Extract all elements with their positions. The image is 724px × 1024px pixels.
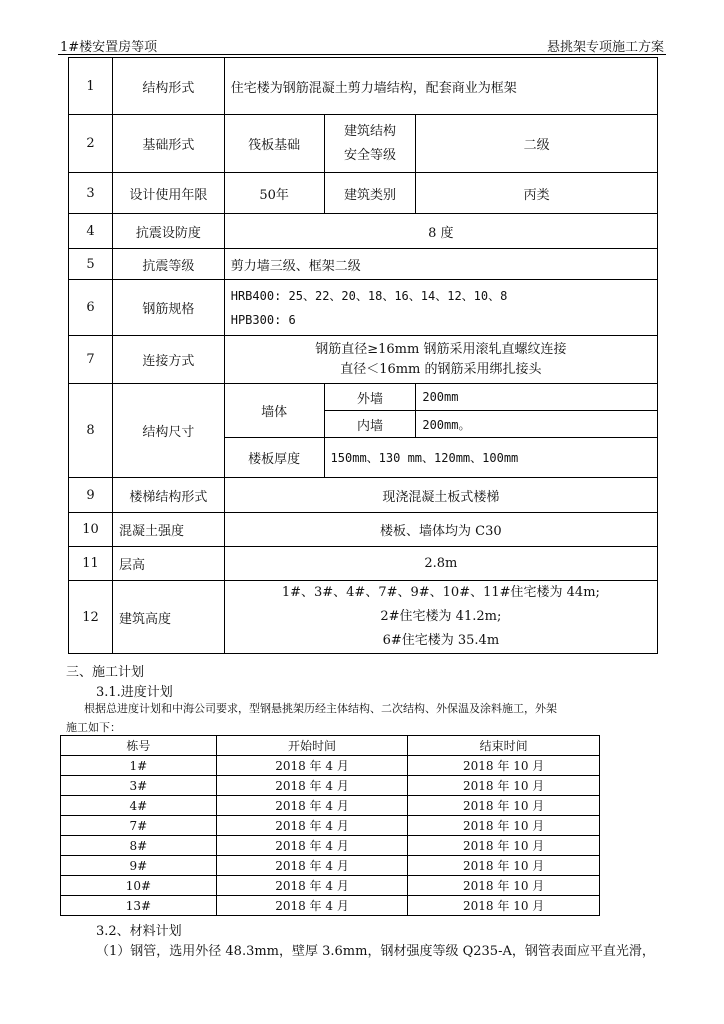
schedule-header-row [61, 736, 600, 756]
row-number: 6 [69, 280, 113, 336]
row-item: 层高 [112, 547, 224, 581]
end-date: 2018 年 10 月 [408, 756, 600, 776]
row-value [224, 581, 657, 654]
row-item: 基础形式 [112, 115, 224, 173]
row-value [224, 280, 657, 336]
section-3-1-title: 3.1.进度计划 [96, 685, 173, 700]
table-row [69, 214, 658, 249]
start-date: 2018 年 4 月 [216, 776, 408, 796]
building-number: 3# [61, 776, 217, 796]
outer-wall-value: 200mm [416, 384, 658, 411]
schedule-header-cell: 栋号 [61, 736, 217, 756]
schedule-intro-line1: 根据总进度计划和中海公司要求，型钢悬挑架历经主体结构、二次结构、外保温及涂料施工，外架 [84, 702, 557, 715]
header-project-name: 1#楼安置房等项 [60, 40, 158, 55]
table-row [61, 856, 600, 876]
table-row [61, 876, 600, 896]
rebar-spec-line: HPB300: 6 [230, 312, 296, 327]
inner-wall-value: 200mm。 [416, 411, 658, 438]
slab-label: 楼板厚度 [224, 438, 324, 478]
row-number: 10 [69, 513, 113, 547]
row-item: 混凝土强度 [112, 513, 224, 547]
end-date: 2018 年 10 月 [408, 816, 600, 836]
building-number: 1# [61, 756, 217, 776]
outer-wall-label: 外墙 [324, 384, 416, 411]
connection-line: 直径＜16mm 的钢筋采用绑扎接头 [340, 361, 542, 377]
table-row [69, 547, 658, 581]
table-row [61, 796, 600, 816]
table-row [61, 756, 600, 776]
row-value: 楼板、墙体均为 C30 [224, 513, 657, 547]
building-number: 13# [61, 896, 217, 916]
schedule-intro-line2: 施工如下： [66, 721, 121, 734]
building-number: 10# [61, 876, 217, 896]
table-row [61, 896, 600, 916]
end-date: 2018 年 10 月 [408, 836, 600, 856]
end-date: 2018 年 10 月 [408, 876, 600, 896]
table-row [69, 581, 658, 654]
page-header [58, 34, 666, 55]
row-item: 结构尺寸 [112, 384, 224, 478]
header-document-title: 悬挑架专项施工方案 [546, 40, 664, 55]
row-value: 现浇混凝土板式楼梯 [224, 478, 657, 513]
height-line: 6#住宅楼为 35.4m [382, 633, 500, 648]
slab-value: 150mm、130 mm、120mm、100mm [324, 438, 657, 478]
end-date: 2018 年 10 月 [408, 796, 600, 816]
row-value: 剪力墙三级、框架二级 [224, 249, 657, 280]
row-sub-label [324, 115, 416, 173]
start-date: 2018 年 4 月 [216, 756, 408, 776]
height-line: 2#住宅楼为 41.2m; [380, 609, 502, 624]
height-line: 1#、3#、4#、7#、9#、10#、11#住宅楼为 44m; [281, 585, 600, 600]
table-row [61, 816, 600, 836]
row-item: 钢筋规格 [112, 280, 224, 336]
sub-label-line: 建筑结构 [343, 123, 396, 139]
start-date: 2018 年 4 月 [216, 816, 408, 836]
row-number: 2 [69, 115, 113, 173]
row-number: 4 [69, 214, 113, 249]
row-sub-value: 二级 [416, 115, 658, 173]
building-number: 8# [61, 836, 217, 856]
table-row [69, 249, 658, 280]
project-spec-table [68, 57, 658, 654]
row-sub-label: 建筑类别 [324, 173, 416, 214]
start-date: 2018 年 4 月 [216, 856, 408, 876]
sub-label-line: 安全等级 [343, 147, 396, 163]
table-row [61, 836, 600, 856]
row-number: 9 [69, 478, 113, 513]
row-item: 连接方式 [112, 336, 224, 384]
row-value: 筏板基础 [224, 115, 324, 173]
building-number: 7# [61, 816, 217, 836]
row-value: 8 度 [224, 214, 657, 249]
connection-line: 钢筋直径≥16mm 钢筋采用滚轧直螺纹连接 [315, 341, 567, 357]
row-number: 3 [69, 173, 113, 214]
row-number: 8 [69, 384, 113, 478]
table-row [69, 173, 658, 214]
schedule-table [60, 735, 600, 916]
start-date: 2018 年 4 月 [216, 796, 408, 816]
section-3-title: 三、施工计划 [66, 665, 145, 680]
table-row [69, 58, 658, 115]
section-3-2-title: 3.2、材料计划 [96, 924, 182, 939]
row-item: 楼梯结构形式 [112, 478, 224, 513]
wall-label: 墙体 [224, 384, 324, 438]
row-item: 抗震等级 [112, 249, 224, 280]
row-item: 建筑高度 [112, 581, 224, 654]
end-date: 2018 年 10 月 [408, 776, 600, 796]
row-item: 结构形式 [112, 58, 224, 115]
table-row [69, 336, 658, 384]
start-date: 2018 年 4 月 [216, 896, 408, 916]
table-row [61, 776, 600, 796]
row-value [224, 336, 657, 384]
row-number: 11 [69, 547, 113, 581]
row-number: 7 [69, 336, 113, 384]
schedule-header-cell: 结束时间 [408, 736, 600, 756]
start-date: 2018 年 4 月 [216, 876, 408, 896]
row-item: 设计使用年限 [112, 173, 224, 214]
row-number: 12 [69, 581, 113, 654]
building-number: 4# [61, 796, 217, 816]
rebar-spec-line: HRB400: 25、22、20、18、16、14、12、10、8 [230, 288, 508, 303]
table-row [69, 115, 658, 173]
building-number: 9# [61, 856, 217, 876]
table-row [69, 478, 658, 513]
row-sub-value: 丙类 [416, 173, 658, 214]
schedule-header-cell: 开始时间 [216, 736, 408, 756]
material-steel-pipe-line: （1）钢管，选用外径 48.3mm，壁厚 3.6mm，钢材强度等级 Q235-A，钢管表面应平直光滑， [96, 944, 655, 959]
row-number: 5 [69, 249, 113, 280]
row-number: 1 [69, 58, 113, 115]
row-value: 2.8m [224, 547, 657, 581]
row-item: 抗震设防度 [112, 214, 224, 249]
table-row [69, 280, 658, 336]
table-row [69, 384, 658, 411]
row-value: 50年 [224, 173, 324, 214]
table-row [69, 513, 658, 547]
end-date: 2018 年 10 月 [408, 856, 600, 876]
end-date: 2018 年 10 月 [408, 896, 600, 916]
inner-wall-label: 内墙 [324, 411, 416, 438]
start-date: 2018 年 4 月 [216, 836, 408, 856]
row-value: 住宅楼为钢筋混凝土剪力墙结构，配套商业为框架 [224, 58, 657, 115]
